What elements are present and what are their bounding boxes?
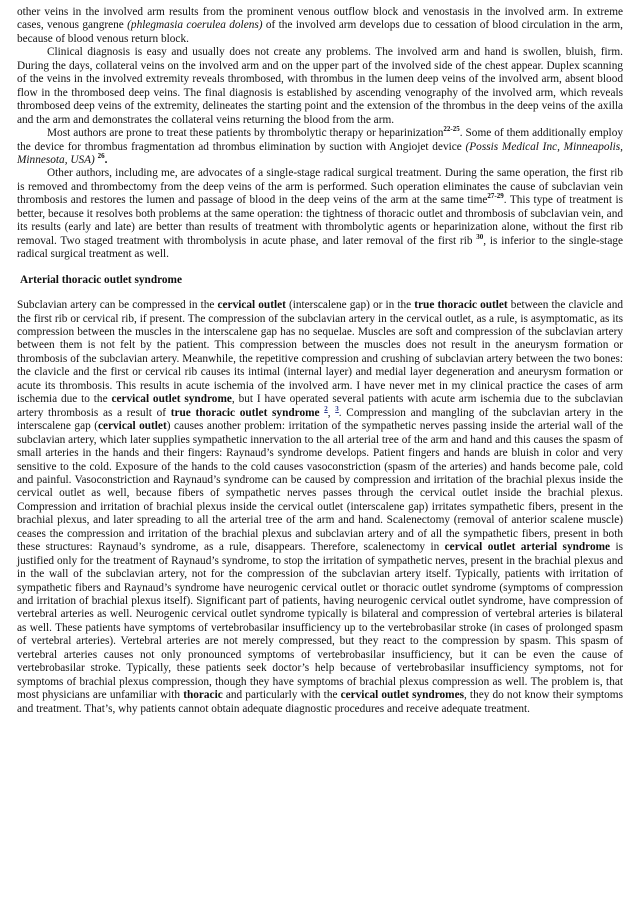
- text: between the clavicle and the first rib or cervical rib, if present. The compression of the subclavian artery in the cervical outlet, as a rule, is asymptomatic, as its compression between the muscles in the interscalene gap has no sequelae. Muscles are soft and compression of the subclavian artery between them is not felt by the patient. This compression between the muscles does not result in the aneurysm formation or thrombosis of the subclavian artery. Meanwhile, the repetitive compression and crushing of subclavian artery between the two bones: the clavicle and the first or cervical rib causes its intimal (internal layer) and medial layer degeneration and aneurysm formation or acute its thrombosis. This results in acute ischemia of the involved arm. I have never met in my clinical practice the cases of arm ischemia due to the: [17, 299, 623, 406]
- bold-term: true thoracic outlet syndrome: [170, 406, 320, 419]
- citation-link[interactable]: 2: [324, 404, 328, 413]
- citation: 27-29: [487, 192, 504, 201]
- text: , is inferior to the single-stage radical surgical treatment as well.: [17, 234, 623, 261]
- text: .: [104, 153, 108, 166]
- text: . Compression and mangling of the subclavian artery in the interscalene gap (: [17, 406, 623, 433]
- text: is justified only for the treatment of Raynaud’s syndrome, to stop the irritation of sympathetic nerves, present in the brachial plexus and in the wall of the subclavian artery, not for the compression of the subclavian artery itself. Typically, patients with irritation of sympathetic fibers and Raynaud’s syndrome have neurogenic cervical outlet or thoracic outlet syndrome (symptoms of compression and irritation of brachial plexus itself). Significant part of patients, having neurogenic cervical outlet syndrome, have compression of vertebral arteries as well. Neurogenic cervical outlet syndrome typically is bilateral and compression of vertebral arteries is bilateral as well. These patients have symptoms of vertebrobasilar insufficiency up to the vertebrobasilar stroke (in cases of prolonged spasm of vertebral arteries). Vertebral arteries are not merely compressed, but they react to the compression by spasm. This spasm of vertebral arteries causes not only pronounced symptoms of vertebrobasilar insufficiency, but it can be even the cause of vertebrobasilar stroke. Typically, these patients seek doctor’s help because of vertebrobasilar insufficiency symptoms, not for symptoms of brachial plexus compression, though they have symptoms of brachial plexus compression as well. The problem is, that most physicians are unfamiliar with: [17, 541, 623, 702]
- bold-term: cervical outlet arterial syndrome: [444, 541, 611, 554]
- text: of the involved arm develops due to cessation of blood circulation in the arm, because of blood venous return block.: [17, 19, 623, 45]
- bold-term: cervical outlet syndromes: [340, 689, 464, 702]
- paragraph-3: [17, 127, 623, 167]
- section-heading: Arterial thoracic outlet syndrome: [20, 273, 182, 286]
- text: ) causes another problem: irritation of the sympathetic nerves passing inside the arterial wall of the subclavian artery, which later supplies sympathetic innervation to the all arterial tree of the arm and hand and this causes the spasm of small arteries in the hands and their fingers: Raynaud’s syndrome develops. Patient fingers and hands are bluish in color and very sensitive to the cold. Exposure of the hands to the cold causes vasoconstriction (spasm of the arteries) and hands become pale, cold and painful. Vasoconstriction and Raynaud’s syndrome can be caused by compression and irritation of the brachial plexus inside the cervical outlet as well, because fibers of sympathetic nerves passes through the cervical outlet inside the brachial plexus. Compression and irritation of brachial plexus inside the cervical outlet (interscalene gap) irritates sympathetic fibers, present in the brachial plexus, and later spreading to all the arterial tree of the arm and hand. Scalenectomy (removal of anterior scalene muscle) ceases the compression and irritation of the brachial plexus and subclavian artery and of all the sympathetic fibers, present in both these structures: Raynaud’s syndrome, as a rule, disappears. Therefore, scalenectomy in: [17, 420, 623, 554]
- text: , but I have operated several patients with acute arm ischemia due to the subclavian artery thrombosis as a result of: [17, 393, 623, 419]
- citation: 26: [97, 152, 105, 161]
- text: and particularly with the: [222, 689, 341, 702]
- text: (interscalene gap) or in the: [285, 299, 415, 312]
- text: . Some of them additionally employ the device for thrombus fragmentation ad thrombus elimination by suction with Angiojet device: [17, 127, 623, 153]
- text: , they do not know their symptoms and treatment. That’s, why patients cannot obtain adequate diagnostic procedures and receive adequate treatment.: [17, 689, 623, 715]
- italic-term: (phlegmasia coerulea dolens): [127, 19, 263, 32]
- text: ,: [327, 406, 336, 419]
- text: Subclavian artery can be compressed in the: [17, 299, 218, 312]
- bold-term: cervical outlet syndrome: [111, 393, 232, 406]
- bold-term: cervical outlet: [97, 420, 167, 433]
- text: . This type of treatment is better, because it resolves both problems at the same operation: the tightness of thoracic outlet and thrombosis of subclavian vein, and its results (early and late) are better than results of treatment with thrombolytic agents or heparinization alone, without the first rib removal. Two staged treatment with thrombolysis in acute phase, and later removal of the first rib: [17, 194, 623, 247]
- citation: 22-25: [443, 125, 460, 134]
- paragraph-4: [17, 167, 623, 261]
- citation-link[interactable]: 3: [335, 404, 339, 413]
- bold-term: true thoracic outlet: [414, 299, 508, 312]
- text: other veins in the involved arm results from the prominent venous outflow block and venostasis in the involved arm. In extreme cases, venous gangrene: [17, 6, 623, 32]
- paragraph-1: [17, 6, 623, 46]
- paragraph-2: Clinical diagnosis is easy and usually does not create any problems. The involved arm and hand is swollen, bluish, firm. During the days, collateral veins on the involved arm and on the upper part of the involved side of the chest appear. Duplex scanning of the veins in the involved extremity reveals thrombosed, with thrombus in the lumen deep veins of the involved arm, absent blood flow in the thrombosed deep veins. The final diagnosis is established by ascending venography of the involved arm, which reveals thrombosed deep veins of the extremity, delineates the starting point and the extension of the thrombus in the deep veins of the axilla and the arm and demonstrates the collateral veins returning the blood from the arm.: [17, 46, 623, 126]
- paragraph-5: [17, 299, 623, 716]
- italic-term: (Possis Medical Inc, Minneapolis, Minnesota, USA): [17, 140, 623, 166]
- bold-term: cervical outlet: [217, 299, 286, 312]
- citation: 30: [476, 232, 484, 241]
- document-page: [17, 6, 623, 716]
- text: Other authors, including me, are advocates of a single-stage radical surgical treatment. During the same operation, the first rib is removed and thrombectomy from the deep veins of the arm is performed. Such operation eliminates the cause of subclavian vein thrombosis and restores the lumen and passage of blood in the deep veins of the arm at the same time: [17, 167, 623, 207]
- text: Most authors are prone to treat these patients by thrombolytic therapy or heparinization: [47, 127, 444, 140]
- bold-term: thoracic: [183, 689, 223, 702]
